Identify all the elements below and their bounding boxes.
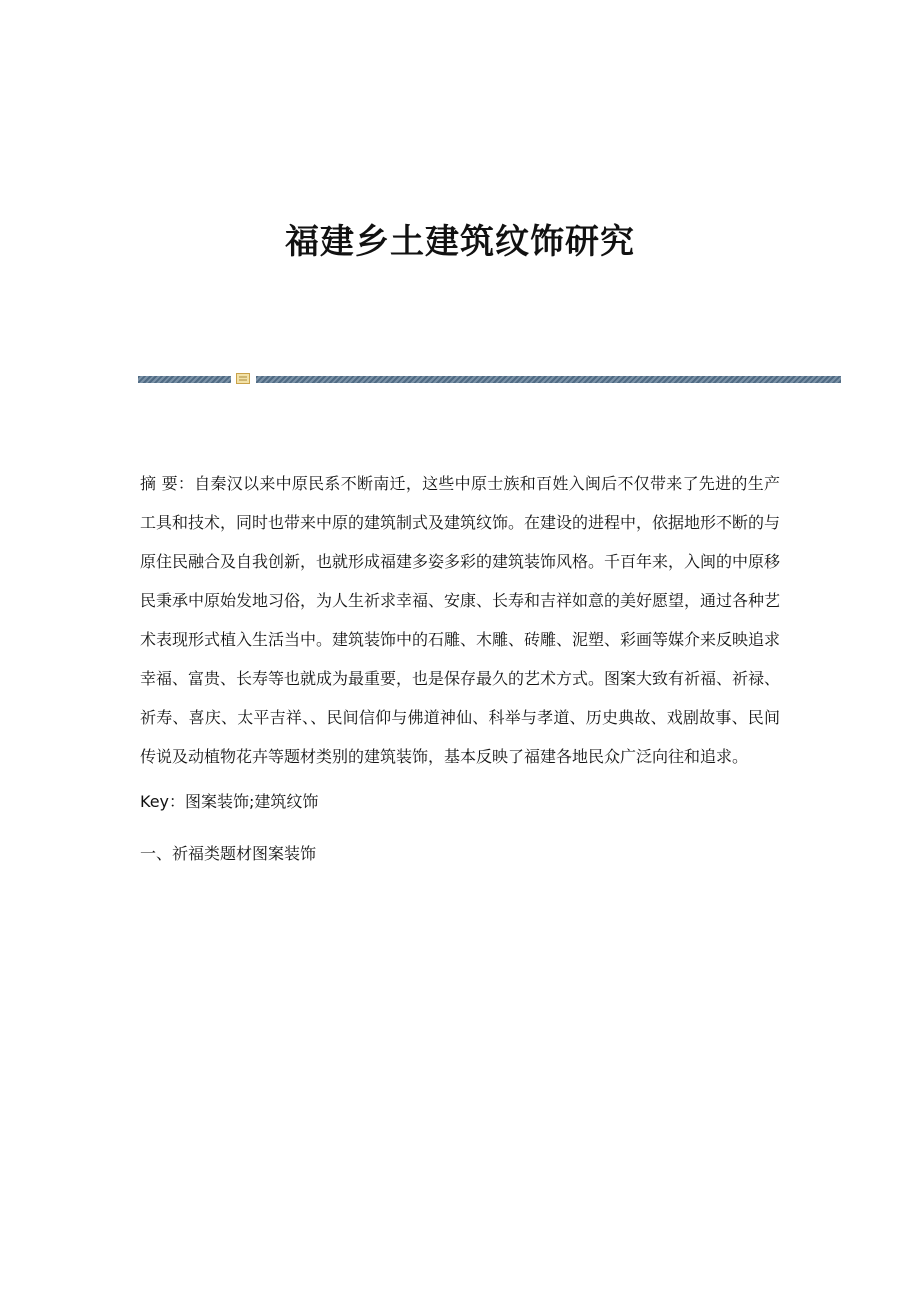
divider-bar-right bbox=[256, 376, 841, 383]
divider-bar-left bbox=[138, 376, 231, 383]
document-body bbox=[140, 464, 780, 873]
keywords-line bbox=[140, 782, 780, 821]
keywords-label: Key： bbox=[140, 792, 186, 811]
document-title: 福建乡土建筑纹饰研究 bbox=[285, 222, 635, 262]
section-heading: 一、祈福类题材图案装饰 bbox=[140, 844, 317, 863]
keywords-text: 图案装饰;建筑纹饰 bbox=[185, 792, 319, 811]
abstract-label: 摘 要： bbox=[140, 474, 195, 493]
abstract-paragraph bbox=[140, 464, 780, 776]
divider-ornament-icon bbox=[236, 373, 250, 384]
title-divider bbox=[138, 372, 841, 386]
abstract-text: 自秦汉以来中原民系不断南迁，这些中原士族和百姓入闽后不仅带来了先进的生产工具和技术，同时也带来中原的建筑制式及建筑纹饰。在建设的进程中，依据地形不断的与原住民融合及自我创新，也就形成福建多姿多彩的建筑装饰风格。千百年来，入闽的中原移民秉承中原始发地习俗，为人生祈求幸福、安康、长寿和吉祥如意的美好愿望，通过各种艺术表现形式植入生活当中。建筑装饰中的石雕、木雕、砖雕、泥塑、彩画等媒介来反映追求幸福、富贵、长寿等也就成为最重要，也是保存最久的艺术方式。图案大致有祈福、祈禄、祈寿、喜庆、太平吉祥、、民间信仰与佛道神仙、科举与孝道、历史典故、戏剧故事、民间传说及动植物花卉等题材类别的建筑装饰，基本反映了福建各地民众广泛向往和追求。 bbox=[140, 474, 781, 766]
